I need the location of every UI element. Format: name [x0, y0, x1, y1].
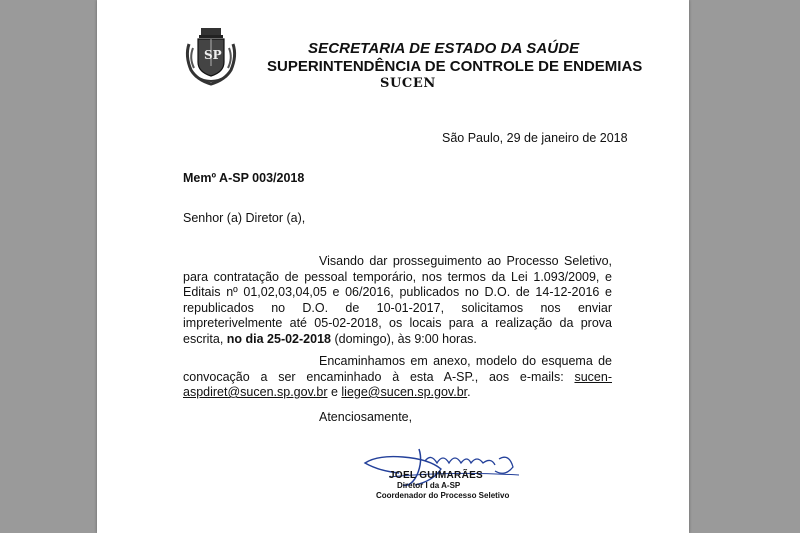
salutation: Senhor (a) Diretor (a), — [183, 211, 306, 225]
header-title-secretaria: SECRETARIA DE ESTADO DA SAÚDE — [308, 40, 580, 57]
memo-number: Memº A-SP 003/2018 — [183, 171, 305, 185]
document-page — [97, 0, 689, 533]
email-separator: e — [327, 385, 342, 399]
header-title-superintendencia: SUPERINTENDÊNCIA DE CONTROLE DE ENDEMIAS — [267, 58, 643, 75]
signatory-role: Diretor I da A-SP — [397, 481, 461, 490]
signatory-coordinator-role: Coordenador do Processo Seletivo — [376, 491, 510, 500]
svg-text:SP: SP — [204, 48, 222, 62]
header-title-sucen: SUCEN — [380, 76, 436, 91]
paragraph-attachment-text: Encaminhamos em anexo, modelo do esquema de convocação a ser encaminhado à esta A-SP., aos e-mails: — [183, 354, 612, 384]
signatory-name: JOEL GUIMARÃES — [389, 470, 484, 481]
paragraph-request-end: (domingo), às 9:00 horas. — [330, 331, 477, 346]
paragraph-attachment-end: . — [467, 385, 471, 399]
email-link-aspdiret[interactable]: sucen-aspdiret@sucen.sp.gov.br — [183, 369, 612, 399]
letter-date: São Paulo, 29 de janeiro de 2018 — [442, 131, 628, 145]
exam-date-bold: no dia 25-02-2018 — [226, 331, 331, 346]
closing: Atenciosamente, — [319, 410, 413, 424]
paragraph-attachment — [183, 354, 612, 401]
sao-paulo-coat-of-arms-icon — [183, 26, 239, 86]
email-link-liege[interactable]: liege@sucen.sp.gov.br — [341, 385, 468, 399]
paragraph-request — [183, 254, 612, 347]
paragraph-request-text: Visando dar prosseguimento ao Processo Seletivo, para contratação de pessoal temporário, nos termos da Lei 1.093/2009, e Editais nº 01,02,03,04,05 e 06/2016, publicados no D.O. de 14-12-2016 e republicados no D.O. de 10-01-2017, solicitamos nos enviar impreterivelmente até 05-02-2018, os locais para a realização da prova escrita, — [183, 254, 612, 346]
